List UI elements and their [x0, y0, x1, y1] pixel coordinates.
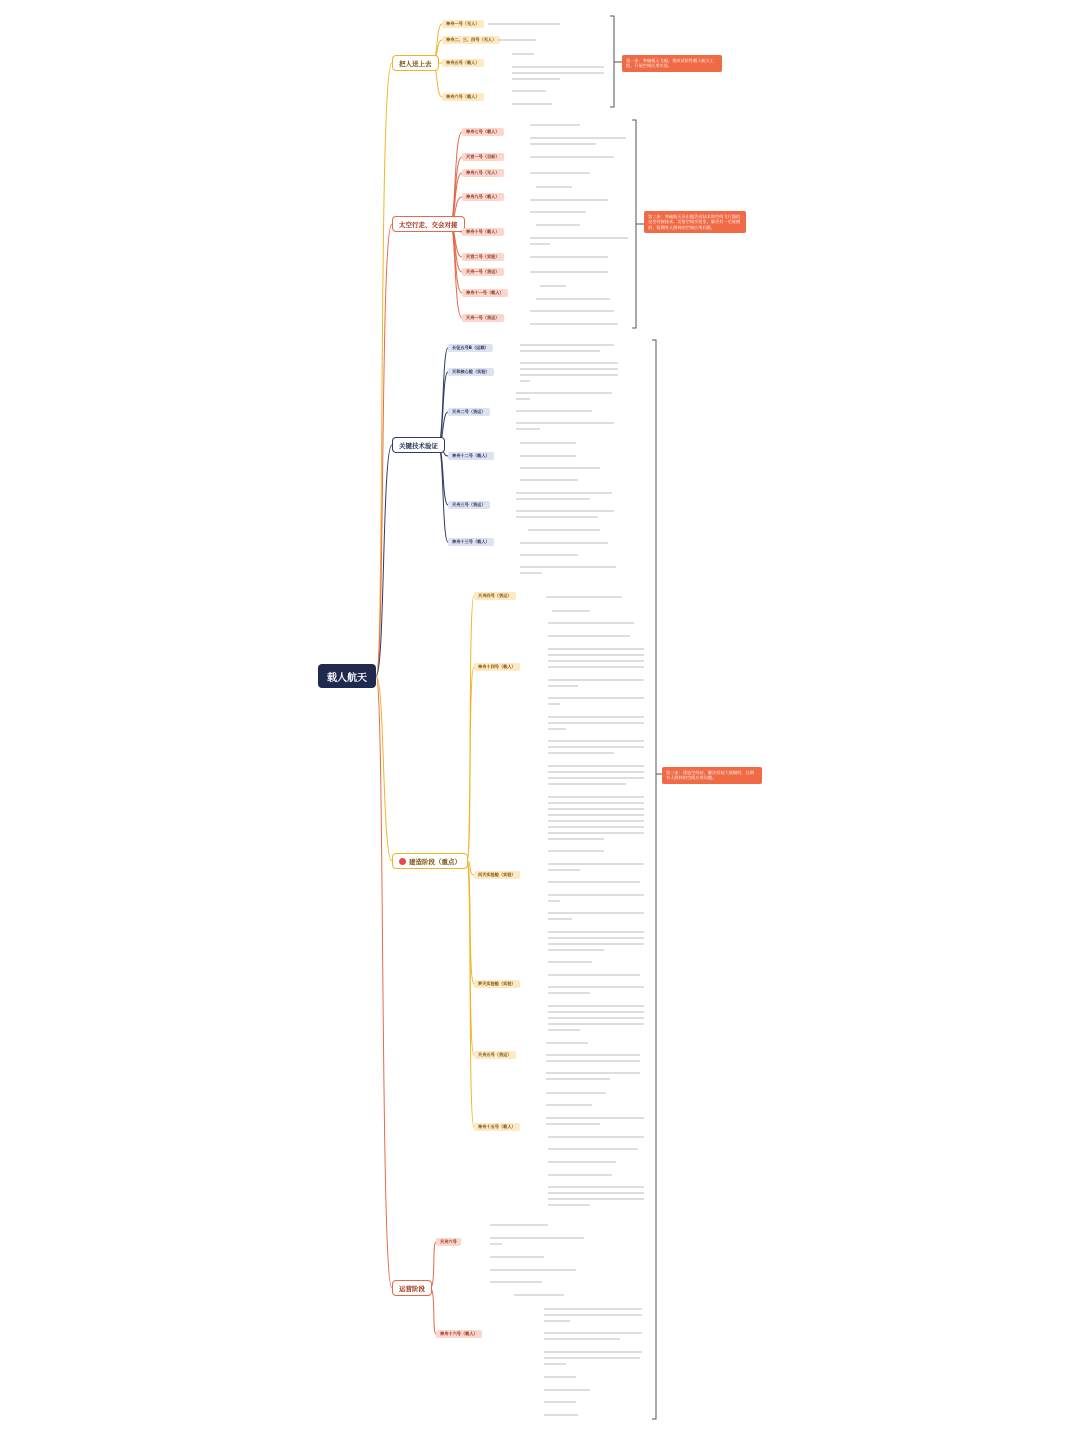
branch-send-up[interactable]: 把人送上去 [392, 55, 439, 71]
child-node[interactable]: 天和核心舱（实验） [448, 368, 494, 376]
branch-spacewalk-docking[interactable]: 太空行走、交会对接 [392, 216, 465, 232]
child-node[interactable]: 天宫二号（实验） [462, 253, 504, 261]
root-node[interactable]: 载人航天 [318, 664, 376, 688]
child-node[interactable]: 神舟十六号（载人） [436, 1330, 482, 1338]
child-node[interactable]: 神舟九号（载人） [462, 193, 504, 201]
child-node[interactable]: 天舟六号 [436, 1238, 461, 1246]
child-node[interactable]: 神舟二、三、四号（无人） [442, 36, 500, 44]
child-node[interactable]: 天舟三号（货运） [448, 501, 490, 509]
child-node[interactable]: 神舟十二号（载人） [448, 452, 494, 460]
child-node[interactable]: 神舟六号（载人） [442, 93, 484, 101]
child-node[interactable]: 神舟一号（无人） [442, 20, 484, 28]
child-node[interactable]: 神舟十一号（载人） [462, 289, 508, 297]
child-node[interactable]: 神舟八号（无人） [462, 169, 504, 177]
child-node[interactable]: 天宫一号（目标） [462, 153, 504, 161]
branch-key-tech[interactable]: 关键技术验证 [392, 437, 445, 453]
child-node[interactable]: 天舟一号（货运） [462, 268, 504, 276]
branch-operation[interactable]: 运营阶段 [392, 1280, 432, 1296]
step-three-note: 第三步：建造空间站，解决有较大规模的、长期有人照料的空间应用问题。 [662, 767, 762, 784]
child-node[interactable]: 问天实验舱（实验） [474, 871, 520, 879]
step-one-note: 第一步：突破载人飞船，建成试验性载人航天工程，开展空间应用实验。 [622, 55, 722, 72]
branch-construction-label: 建造阶段（重点） [409, 857, 461, 866]
child-node[interactable]: 神舟十三号（载人） [448, 538, 494, 546]
child-node[interactable]: 天舟四号（货运） [474, 592, 516, 600]
child-node[interactable]: 天舟二号（货运） [448, 408, 490, 416]
child-node[interactable]: 神舟十五号（载人） [474, 1123, 520, 1131]
child-node[interactable]: 天舟五号（货运） [474, 1051, 516, 1059]
child-node[interactable]: 神舟五号（载人） [442, 59, 484, 67]
child-node[interactable]: 神舟七号（载人） [462, 128, 504, 136]
child-node[interactable]: 天舟一号（货运） [462, 314, 504, 322]
child-node[interactable]: 神舟十四号（载人） [474, 663, 520, 671]
child-node[interactable]: 神舟十号（载人） [462, 228, 504, 236]
child-node[interactable]: 长征五号B（运载） [448, 344, 493, 352]
step-two-note: 第二步：突破航天员出舱活动技术和空间飞行器的交会对接技术，发射空间实验室，解决有一定规模的、短期有人照料的空间应用问题。 [644, 211, 746, 233]
child-node[interactable]: 梦天实验舱（实验） [474, 980, 520, 988]
